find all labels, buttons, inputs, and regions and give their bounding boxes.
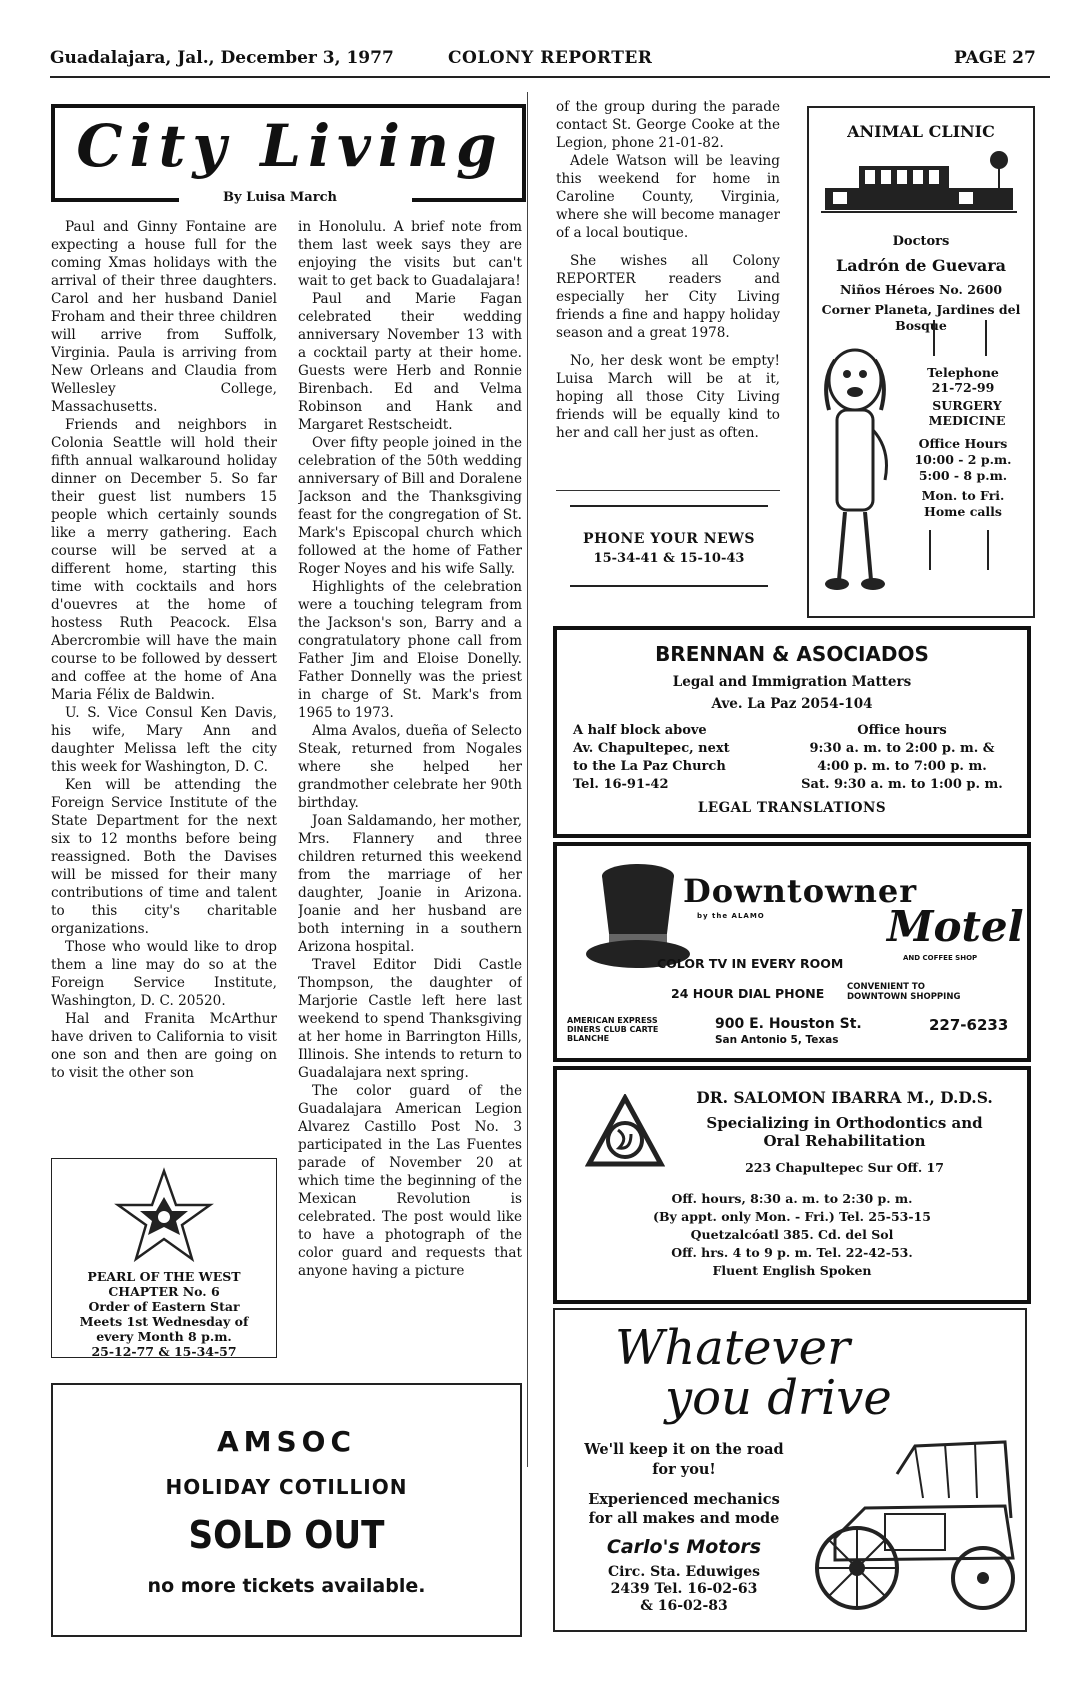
- paragraph: No, her desk wont be empty! Luisa March will be at it, hoping all those City Living friends will be equally kind to her and call her just as often.: [556, 353, 780, 441]
- motel-cards: AMERICAN EXPRESS DINERS CLUB CARTE BLANCHE: [567, 1016, 659, 1043]
- clinic-address-2: Corner Planeta, Jardines del Bosque: [821, 302, 1021, 333]
- dentist-ad: [553, 1066, 1031, 1304]
- dental-emblem-icon: [585, 1094, 665, 1170]
- column-divider: [527, 92, 528, 1467]
- chapter-meeting-time: every Month 8 p.m.: [96, 1329, 232, 1344]
- motel-feature-phone: 24 HOUR DIAL PHONE: [671, 986, 825, 1001]
- slogan-line-2: you drive: [665, 1370, 892, 1426]
- byline: By Luisa March: [223, 190, 337, 205]
- carlos-address-line: Circ. Sta. Eduwiges: [607, 1564, 761, 1580]
- brennan-hours-label: Office hours: [857, 723, 947, 738]
- dentist-english: Fluent English Spoken: [712, 1263, 872, 1278]
- column-title: City Living: [76, 112, 504, 180]
- chapter-number: CHAPTER No. 6: [108, 1284, 220, 1299]
- article-column-1: [51, 218, 277, 1138]
- carlos-mechanics-line: Experienced mechanics: [588, 1491, 780, 1508]
- clinic-tel-label: Telephone: [927, 365, 999, 380]
- dentist-hours: [557, 1190, 1027, 1280]
- amsoc-title: AMSOC: [216, 1425, 357, 1458]
- header-rule: [50, 76, 1050, 78]
- brennan-location-line: to the La Paz Church: [573, 759, 726, 774]
- carlos-mechanics: [569, 1490, 799, 1528]
- clinic-hours-2: 5:00 - 8 p.m.: [918, 468, 1008, 483]
- clinic-days: Mon. to Fri.: [921, 488, 1005, 503]
- dentist-hours-line: (By appt. only Mon. - Fri.) Tel. 25-53-15: [653, 1209, 931, 1224]
- motel-address: 900 E. Houston St.: [715, 1016, 862, 1032]
- brennan-location-line: Av. Chapultepec, next: [573, 741, 730, 756]
- paragraph: of the group during the parade contact St. George Cooke at the Legion, phone 21-01-82.: [556, 99, 780, 151]
- carlos-address-line: 2439 Tel. 16-02-63: [610, 1581, 758, 1597]
- amsoc-ad: [51, 1383, 522, 1637]
- brennan-hours-line: Sat. 9:30 a. m. to 1:00 p. m.: [801, 777, 1003, 792]
- dentist-hours-line: Off. hours, 8:30 a. m. to 2:30 p. m.: [671, 1191, 913, 1206]
- phone-news-box: [560, 505, 778, 595]
- dentist-address-2: Quetzalcóatl 385. Cd. del Sol: [690, 1227, 894, 1242]
- brennan-location-line: A half block above: [573, 723, 707, 738]
- motel-phone: 227-6233: [929, 1016, 1009, 1034]
- brennan-hours-line: 4:00 p. m. to 7:00 p. m.: [817, 759, 987, 774]
- article-column-3: [556, 98, 780, 493]
- antique-car-icon: [805, 1428, 1017, 1618]
- brennan-title: BRENNAN & ASOCIADOS: [655, 642, 929, 666]
- brennan-ad: [553, 626, 1031, 838]
- rule: [570, 505, 768, 507]
- dentist-name: DR. SALOMON IBARRA M., D.D.S.: [696, 1088, 993, 1107]
- paragraph: Those who would like to drop them a line may do so at the Foreign Service Institute, Washington, D. C. 20520.: [51, 939, 277, 1009]
- brennan-location: [573, 722, 773, 794]
- article-column-2: [298, 218, 522, 1368]
- dentist-specialty-2: Oral Rehabilitation: [763, 1132, 926, 1150]
- paragraph: Highlights of the celebration were a touching telegram from the Jackson's son, Barry and a congratulatory phone call from Father Jim and Eloise Donelly. Father Donnelly was the priest in charge of St. Mark's from 1965 to 1973.: [298, 579, 522, 721]
- chapter-phones: 25-12-77 & 15-34-57: [91, 1344, 237, 1359]
- carlos-address: [569, 1564, 799, 1615]
- carlos-mechanics-line: for all makes and mode: [588, 1510, 780, 1527]
- paragraph: Alma Avalos, dueña of Selecto Steak, returned from Nogales where she helped her grandmother celebrate her 90th birthday.: [298, 723, 522, 811]
- brennan-hours: [787, 722, 1017, 794]
- amsoc-event: HOLIDAY COTILLION: [165, 1475, 408, 1499]
- eastern-star-ad: [51, 1158, 277, 1358]
- dog-icon: [815, 340, 895, 600]
- carlos-motors-ad: [553, 1308, 1027, 1632]
- paragraph: Paul and Marie Fagan celebrated their wedding anniversary November 13 with a cocktail party at their home. Guests were Herb and Ronnie Birenbach. Ed and Velma Robinson and Hank and Margaret Restscheidt.: [298, 291, 522, 433]
- paragraph: in Honolulu. A brief note from them last week says they are enjoying the visits but can't wait to get back to Guadalajara!: [298, 219, 522, 289]
- newspaper-name: COLONY REPORTER: [448, 48, 653, 68]
- clinic-tel: 21-72-99: [931, 380, 995, 395]
- motel-feature-tv: COLOR TV IN EVERY ROOM: [657, 956, 844, 971]
- carlos-tagline-line: We'll keep it on the road: [584, 1441, 784, 1458]
- chapter-name: PEARL OF THE WEST: [87, 1269, 241, 1284]
- paragraph: Travel Editor Didi Castle Thompson, the daughter of Marjorie Castle left here last weekend to spend Thanksgiving at her home in Barrington Hills, Illinois. She intends to return to Guadalajara next spring.: [298, 957, 522, 1081]
- clinic-hours-1: 10:00 - 2 p.m.: [914, 452, 1012, 467]
- paragraph: Hal and Franita McArthur have driven to California to visit one son and then are going on to visit the other son: [51, 1011, 277, 1081]
- motel-name: Downtowner: [683, 872, 918, 910]
- paragraph: Friends and neighbors in Colonia Seattle will hold their fifth annual walkaround holiday dinner on December 5. So far their guest list numbers 15 people which certainly sounds like a merry gathering. Each course will be served at a different home, starting this time with cocktails and hors d'ouevres at the home of hostess Ruth Peacock. Elsa Abercrombie will have the main course to be followed by dessert and coffee at the home of Ana Maria Félix de Baldwin.: [51, 417, 277, 703]
- separator: [556, 490, 780, 491]
- paragraph: Paul and Ginny Fontaine are expecting a house full for the coming Xmas holidays with the arrival of their three daughters. Carol and her husband Daniel Froham and their three children will arrive from Suffolk, Virginia. Paula is arriving from New Orleans and Claudia from Wellesley College, Massachusetts.: [51, 219, 277, 415]
- paragraph: U. S. Vice Consul Ken Davis, his wife, Mary Ann and daughter Melissa left the city this week for Washington, D. C.: [51, 705, 277, 775]
- chapter-meeting: Meets 1st Wednesday of: [79, 1314, 249, 1329]
- brennan-hours-line: 9:30 a. m. to 2:00 p. m. &: [809, 741, 995, 756]
- amsoc-note: no more tickets available.: [147, 1575, 426, 1597]
- page-number: PAGE 27: [954, 48, 1036, 68]
- decorative-lines: [929, 530, 989, 570]
- brennan-subtitle: Legal and Immigration Matters: [672, 674, 912, 690]
- dentist-hours-line: Off. hrs. 4 to 9 p. m. Tel. 22-42-53.: [671, 1245, 913, 1260]
- clinic-title: ANIMAL CLINIC: [847, 122, 995, 141]
- clinic-services: SURGERY MEDICINE: [928, 398, 1006, 428]
- motel-convenient: CONVENIENT TO DOWNTOWN SHOPPING: [847, 982, 961, 1002]
- star-emblem-icon: [114, 1167, 214, 1263]
- rule: [570, 585, 768, 587]
- animal-clinic-ad: [807, 106, 1035, 618]
- clinic-building-icon: [819, 148, 1019, 218]
- brennan-footer: LEGAL TRANSLATIONS: [697, 800, 887, 816]
- amsoc-sold-out: SOLD OUT: [188, 1513, 385, 1557]
- dateline: Guadalajara, Jal., December 3, 1977: [50, 48, 394, 68]
- brennan-tel: Tel. 16-91-42: [573, 777, 669, 792]
- paragraph: Adele Watson will be leaving this weekend for home in Caroline County, Virginia, where she will become manager of a local boutique.: [556, 153, 780, 241]
- dentist-address: 223 Chapultepec Sur Off. 17: [745, 1160, 944, 1175]
- clinic-hours-label: Office Hours: [918, 436, 1008, 451]
- motel-byline: by the ALAMO: [697, 912, 765, 920]
- motel-coffee-shop: AND COFFEE SHOP: [903, 954, 978, 962]
- carlos-name: Carlo's Motors: [606, 1536, 762, 1558]
- carlos-address-line: & 16-02-83: [640, 1598, 728, 1614]
- paragraph: Ken will be attending the Foreign Service Institute of the State Department for the next six to 12 months before being reassigned. Both the Davises will be missed for their many contributions of time and talent to this city's charitable organizations.: [51, 777, 277, 937]
- chapter-order: Order of Eastern Star: [88, 1299, 240, 1314]
- clinic-address: Niños Héroes No. 2600: [839, 282, 1003, 297]
- phone-news-numbers: 15-34-41 & 15-10-43: [593, 551, 745, 566]
- clinic-doctors-label: Doctors: [892, 234, 950, 249]
- motel-ad: [553, 842, 1031, 1062]
- paragraph: She wishes all Colony REPORTER readers and especially her City Living friends a fine and happy holiday season and a great 1978.: [556, 253, 780, 341]
- byline-rule-right: [412, 198, 522, 202]
- clinic-doctor-name: Ladrón de Guevara: [836, 256, 1006, 275]
- eastern-star-text: [58, 1269, 270, 1359]
- motel-script: Motel: [887, 902, 1024, 951]
- paragraph: Over fifty people joined in the celebration of the 50th wedding anniversary of Bill and Doralene Jackson and the Thanksgiving feast for the congregation of St. Mark's Episcopal church which followed at the home of Father Roger Noyes and his wife Sally.: [298, 435, 522, 577]
- dentist-specialty: Specializing in Orthodontics and: [706, 1114, 983, 1132]
- decorative-lines: [933, 320, 987, 356]
- carlos-tagline-line: for you!: [652, 1461, 716, 1478]
- brennan-address: Ave. La Paz 2054-104: [711, 696, 873, 712]
- clinic-home-calls: Home calls: [924, 504, 1002, 519]
- motel-city: San Antonio 5, Texas: [715, 1034, 839, 1046]
- carlos-tagline: [569, 1440, 799, 1480]
- paragraph: The color guard of the Guadalajara American Legion Alvarez Castillo Post No. 3 participated in the Las Fuentes parade of November 20 at which time the beginning of the Mexican Revolution is celebrated. The post would like to have a photograph of the color guard and requests that anyone having a picture: [298, 1083, 522, 1279]
- phone-news-label: PHONE YOUR NEWS: [583, 531, 755, 547]
- slogan-line-1: Whatever: [615, 1320, 851, 1376]
- paragraph: Joan Saldamando, her mother, Mrs. Flannery and three children returned this weekend from the marriage of her daughter, Joanie in Arizona. Joanie and her husband are both interning in a southern Arizona hospital.: [298, 813, 522, 955]
